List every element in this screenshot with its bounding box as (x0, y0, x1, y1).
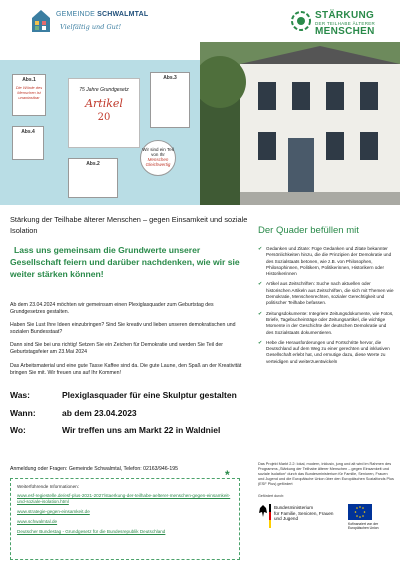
funder-label: Gefördert durch: (258, 494, 285, 498)
check-icon: ✔ (258, 246, 263, 252)
link-schwalmtal[interactable]: www.schwalmtal.de (17, 519, 58, 524)
paragraph: Das Arbeitsmaterial und eine gute Tasse Kaffee sind da. Die gute Laune, den Spaß an der Kreativität bringen Sie mit. Wir freuen uns auf Ihr Kommen! (10, 363, 242, 377)
eu-text: Kofinanziert von der Europäischen Union (348, 522, 379, 531)
note-card: Abs.2 (68, 158, 118, 198)
eagle-icon (258, 504, 268, 518)
ministry-name: Bundesministerium für Familie, Senioren, Frauen und Jugend (274, 505, 334, 522)
asterisk-icon: * (225, 468, 230, 482)
house-logo-icon (30, 8, 52, 34)
circle-logo-icon (290, 10, 312, 32)
note-card: Abs.1 Die Würde des Menschen ist unantastbar (12, 74, 46, 116)
flag-stripe (269, 504, 271, 528)
list-item: ✔ Hebe die Herausforderungen und Fortschritte hervor, die Deutschland auf dem Weg zu einer gerechten und inklusiven Gesellschaft erlebt hat, und ermutige dazu, diese Werte zu verteidigen und weiterzuentwickeln (258, 339, 390, 364)
poster-number: 20 (97, 112, 111, 123)
contact-line: Anmeldung oder Fragen: Gemeinde Schwalmtal, Telefon: 02163/946-195 (10, 466, 179, 472)
page-title: Stärkung der Teilhabe älterer Menschen – gegen Einsamkeit und soziale Isolation (10, 215, 248, 235)
link-grundgesetz[interactable]: Deutscher Bundestag - Grundgesetz für die Bundesrepublik Deutschland (17, 529, 166, 534)
funder-logos (258, 494, 394, 554)
link-strategie[interactable]: www.strategie-gegen-einsamkeit.de (17, 509, 90, 514)
note-card: Abs.4 (12, 126, 44, 160)
program-logo (290, 8, 395, 36)
schwalmtal-logo (30, 8, 150, 36)
speech-bubble: Wir sind ein Teil von Ihr Menschen Gleichwertig (140, 140, 176, 176)
page-header (0, 0, 400, 42)
poster-subtitle: 75 Jahre Grundgesetz (79, 87, 129, 93)
note-card: Abs.3 (150, 72, 190, 128)
poster-title: Artikel (85, 97, 123, 110)
program-logo-line1: STÄRKUNG (315, 10, 375, 21)
ministry-logo (258, 504, 338, 540)
quader-title: Der Quader befüllen mit (258, 225, 359, 236)
brand-name: GEMEINDE SCHWALMTAL (56, 11, 149, 18)
links-box (10, 478, 240, 560)
building-photo (200, 42, 400, 205)
eu-flag-icon (348, 504, 372, 520)
links-title: Weiterführende Informationen: (17, 484, 79, 489)
list-item: ✔ Gedanken und Zitate: Füge Gedanken und Zitate bekannter Persönlichkeiten hinzu, die die Prinzipien der Demokratie und des Sozialstaats betonen, wie z.B. von Philosophen, Philosophinnen, Politikern, Politikerinnen, Historikern oder Historikerinnen (258, 246, 392, 277)
paragraph: Ab dem 23.04.2024 möchten wir gemeinsam einen Plexiglasquader zum Geburtstag des Grundgesetzes gestalten. (10, 302, 214, 316)
quader-list (258, 246, 394, 369)
building-illustration (200, 42, 400, 205)
paragraph: Haben Sie Lust Ihre Ideen einzubringen? Sind Sie kreativ und lieben unseren demokratischen und sozialen Bundesstaat? (10, 322, 236, 336)
eu-logo (348, 504, 388, 544)
hero-collage (0, 60, 200, 205)
list-item: ✔ Artikel aus Zeitschriften: Suche nach aktuellen oder historischen Artikeln aus Zeitschriften, die sich mit Themen wie Demokratie, Menschenrechten, sozialer Gerechtigkeit und politischer Teilhabe befassen. (258, 281, 394, 306)
funding-note: Das Projekt Markt 2.2: lokal, modern, inklusiv, jung und alt wird im Rahmen des Programms „Stärkung der Teilhabe älterer Menschen – gegen Einsamkeit und soziale Isolation“ durch das Bundesministerium für Familie, Senioren, Frauen und Jugend und die Europäische Union über den Europäischen Sozialfonds Plus (ESF Plus) gefördert (258, 462, 394, 486)
check-icon: ✔ (258, 339, 263, 346)
paragraph: Dann sind Sie bei uns richtig! Setzen Sie ein Zeichen für Demokratie und werden Sie Teil der Geburtstagsfeier am 23.Mai 2024 (10, 342, 223, 356)
article-poster (68, 78, 140, 148)
program-logo-line3: MENSCHEN (315, 26, 375, 37)
link-esf[interactable]: www.esf-regiestelle.de/esf-plus-2021-2027/staerkung-der-teilhabe-aelterer-menschen-gegen-einsamkeit-und-soziale-isolation.html (17, 493, 231, 504)
check-icon: ✔ (258, 281, 263, 288)
list-item: ✔ Zeitungsdokumente: Integriere Zeitungsdokumente, wie Fotos, Briefe, Tagebucheinträge oder Zeitungsartikel, die wichtige Momente in der Geschichte der deutschen Demokratie und des Sozialstaats dokumentieren. (258, 310, 394, 335)
check-icon: ✔ (258, 310, 263, 317)
program-logo-line2: DER TEILHABE ÄLTERER (315, 21, 376, 26)
brand-slogan: Vielfältig und Gut! (60, 23, 122, 31)
lead-text: Lass uns gemeinsam die Grundwerte unserer Gesellschaft feiern und darüber nachdenken, wie wir sie weiter stärken können! (10, 245, 240, 279)
